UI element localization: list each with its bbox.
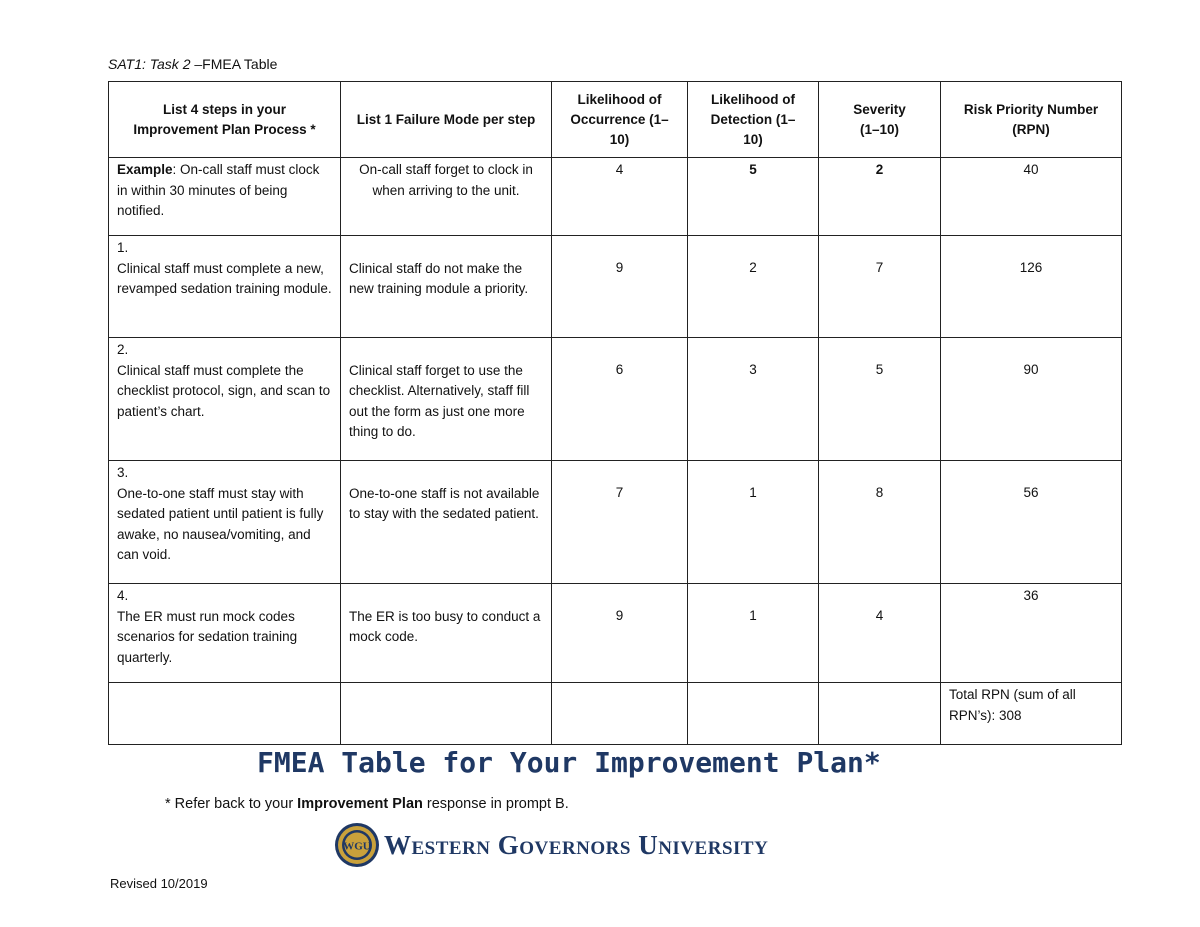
example-occurrence: 4 [552,158,688,236]
rpn-value: 36 [1023,588,1039,603]
header-detection: Likelihood of Detection (1–10) [688,82,819,158]
detection-value: 2 [749,260,757,275]
detection-value: 3 [749,362,757,377]
fmea-table [108,81,1122,745]
failure-mode-cell [341,461,552,584]
step-text: One-to-one staff must stay with sedated patient until patient is fully awake, no nausea/vomiting, and can void. [117,485,324,562]
rpn-cell [941,338,1122,461]
severity-cell [819,338,941,461]
failure-text: One-to-one staff is not available to stay with the sedated patient. [349,485,540,521]
table-row [109,461,1122,584]
step-text: Clinical staff must complete the checklist protocol, sign, and scan to patient’s chart. [117,362,331,419]
occurrence-cell [552,584,688,683]
occurrence-cell [552,461,688,584]
header-rpn: Risk Priority Number (RPN) [941,82,1122,158]
step-number: 4. [117,588,129,603]
occurrence-value: 6 [615,362,624,377]
document-heading [108,56,277,72]
severity-value: 8 [875,485,884,500]
example-detection: 5 [688,158,819,236]
table-row [109,338,1122,461]
rpn-value: 126 [1019,260,1043,275]
failure-text: Clinical staff forget to use the checklist. Alternatively, staff fill out the form as just one more thing to do. [349,362,530,439]
example-severity: 2 [819,158,941,236]
university-seal-icon [334,822,380,868]
step-number: 2. [117,342,129,357]
rpn-value: 56 [1023,485,1039,500]
step-number: 3. [117,465,129,480]
header-occurrence: Likelihood of Occurrence (1–10) [552,82,688,158]
severity-cell [819,584,941,683]
failure-mode-cell [341,584,552,683]
occurrence-value: 7 [615,485,624,500]
failure-mode-cell [341,338,552,461]
severity-cell [819,461,941,584]
table-row [109,584,1122,683]
detection-value: 1 [749,485,757,500]
empty-cell [341,683,552,745]
severity-cell [819,236,941,338]
university-name: Western Governors University [384,829,769,860]
header-failure-mode: List 1 Failure Mode per step [341,82,552,158]
example-label: Example [117,162,173,177]
rpn-value: 90 [1023,362,1039,377]
severity-value: 4 [875,608,884,623]
step-cell [109,236,341,338]
wgu-logo [334,822,768,868]
failure-mode-cell [341,236,552,338]
total-rpn: Total RPN (sum of all RPN’s): 308 [941,683,1122,745]
step-cell [109,461,341,584]
plan-note-bold: Improvement Plan [297,796,423,812]
example-failure: On-call staff forget to clock in when arriving to the unit. [341,158,552,236]
occurrence-value: 9 [615,608,624,623]
occurrence-value: 9 [615,260,624,275]
table-row [109,236,1122,338]
detection-cell [688,338,819,461]
failure-text: Clinical staff do not make the new training module a priority. [349,260,529,296]
detection-value: 1 [749,608,757,623]
step-text: Clinical staff must complete a new, revamped sedation training module. [117,260,332,296]
occurrence-cell [552,338,688,461]
step-cell [109,584,341,683]
heading-prefix: SAT1: Task 2 – [108,56,203,72]
header-steps: List 4 steps in your Improvement Plan Process * [109,82,341,158]
revised-date: Revised 10/2019 [110,876,208,891]
heading-suffix: FMEA Table [202,56,278,72]
occurrence-cell [552,236,688,338]
rpn-cell [941,236,1122,338]
empty-cell [819,683,941,745]
rpn-cell [941,584,1122,683]
plan-note-after: response in prompt B. [422,796,569,812]
example-step: : On-call staff must clock in within 30 minutes of being notified. [117,162,320,218]
example-step-cell [109,158,341,236]
step-text: The ER must run mock codes scenarios for sedation training quarterly. [117,608,298,665]
table-row [109,158,1122,236]
detection-cell [688,236,819,338]
plan-note [165,796,569,812]
severity-value: 5 [875,362,884,377]
example-rpn: 40 [941,158,1122,236]
plan-note-before: * Refer back to your [165,796,298,812]
empty-cell [688,683,819,745]
detection-cell [688,584,819,683]
detection-cell [688,461,819,584]
failure-text: The ER is too busy to conduct a mock code. [349,608,541,644]
header-severity: Severity (1–10) [819,82,941,158]
seal-text: WGU [343,840,371,853]
empty-cell [109,683,341,745]
header-row [109,82,1122,158]
empty-cell [552,683,688,745]
step-number: 1. [117,240,129,255]
step-cell [109,338,341,461]
severity-value: 7 [875,260,884,275]
total-row [109,683,1122,745]
plan-title: FMEA Table for Your Improvement Plan* [257,746,881,779]
rpn-cell [941,461,1122,584]
